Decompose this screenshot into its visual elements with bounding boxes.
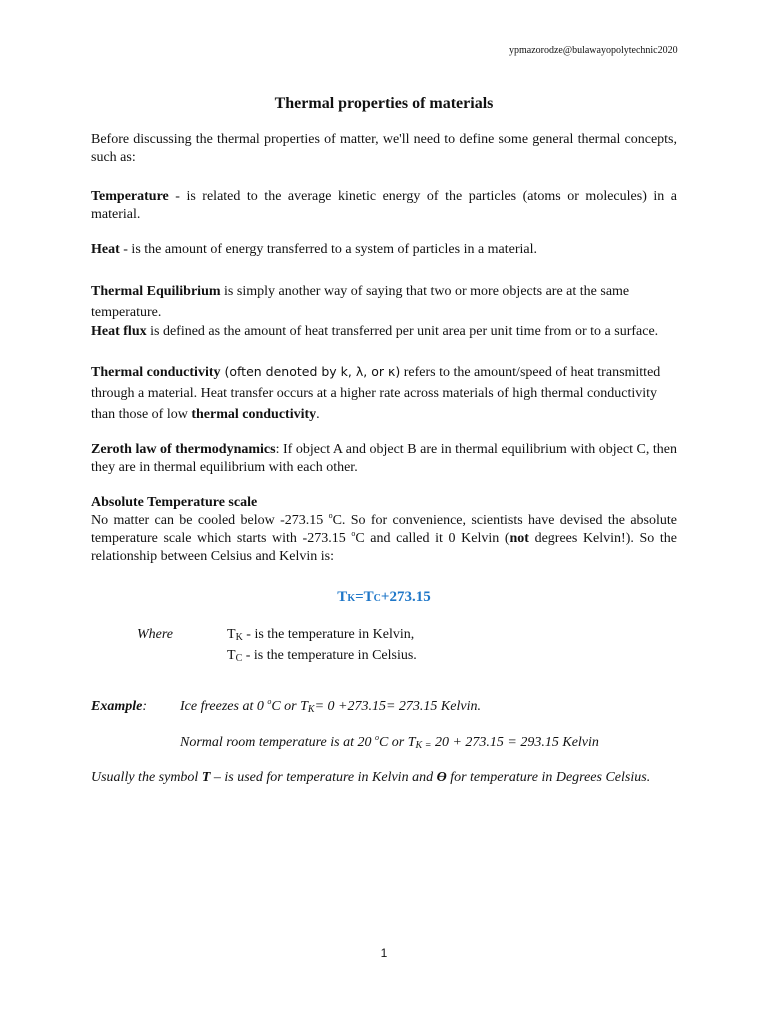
where-line-celsius: $T_C$ - is the temperature in Celsius. bbox=[227, 648, 417, 664]
term-flux: Heat flux bbox=[91, 324, 147, 339]
absolute-paragraph bbox=[91, 512, 677, 566]
term-conductivity-2: thermal conductivity bbox=[191, 407, 317, 422]
symbol-theta: Ɵ bbox=[436, 770, 447, 785]
page-number: 1 bbox=[380, 946, 388, 960]
absolute-text-4: degrees Kelvin!). So the relationship between Celsius and Kelvin is: bbox=[91, 531, 677, 564]
term-equilibrium: Thermal Equilibrium bbox=[91, 284, 221, 299]
degree-symbol: o bbox=[328, 511, 333, 520]
absolute-heading: Absolute Temperature scale bbox=[91, 495, 258, 510]
symbol-note: Usually the symbol T – is used for temperature in Kelvin and Ɵ for temperature in Degrees Celsius. bbox=[91, 770, 651, 785]
conductivity-definition bbox=[91, 361, 677, 425]
zeroth-text: : If object A and object B are in thermal equilibrium with object C, then they are in thermal equilibrium with each other. bbox=[91, 442, 677, 475]
where-label: Where bbox=[137, 627, 174, 642]
page-title: Thermal properties of materials bbox=[274, 95, 494, 112]
where-line-kelvin: $T_K$ - is the temperature in Kelvin, bbox=[227, 627, 415, 643]
header-email: ypmazorodze@bulawayopolytechnic2020 bbox=[509, 45, 678, 56]
flux-text: is defined as the amount of heat transferred per unit area per unit time from or to a surface. bbox=[146, 324, 659, 339]
kelvin-formula: TK=TC+273.15 bbox=[337, 589, 431, 605]
absolute-text-1: No matter can be cooled below -273.15 bbox=[91, 513, 329, 528]
where-definitions bbox=[227, 626, 417, 668]
heat-text: - is the amount of energy transferred to a system of particles in a material. bbox=[119, 242, 538, 257]
temperature-text: - is related to the average kinetic energy of the particles (atoms or molecules) in a material. bbox=[91, 189, 677, 222]
equilibrium-definition bbox=[91, 281, 677, 323]
degree-symbol: o bbox=[351, 529, 356, 538]
temperature-definition bbox=[91, 188, 677, 224]
zeroth-law bbox=[91, 441, 677, 477]
conductivity-end: . bbox=[316, 407, 320, 422]
symbol-T: T bbox=[201, 770, 211, 785]
example-line-ice: Ice freezes at 0 $^o$C or $T_K= 0 +273.15= 273.15$ Kelvin. bbox=[180, 697, 481, 715]
absolute-text-2: C. So for convenience, scientists have devised the absolute temperature scale which starts with -273.15 bbox=[91, 513, 677, 546]
term-conductivity: Thermal conductivity bbox=[91, 365, 221, 380]
term-heat: Heat bbox=[91, 242, 120, 257]
intro-paragraph: Before discussing the thermal properties of matter, we'll need to define some general thermal concepts, such as: bbox=[91, 132, 677, 165]
heat-definition bbox=[91, 241, 677, 259]
emphasis-not: not bbox=[509, 531, 529, 546]
flux-definition bbox=[91, 321, 677, 342]
example-label: Example: bbox=[91, 699, 148, 714]
term-temperature: Temperature bbox=[91, 189, 169, 204]
term-zeroth: Zeroth law of thermodynamics bbox=[91, 442, 276, 457]
conductivity-notation: (often denoted by k, λ, or κ) bbox=[220, 364, 401, 379]
conductivity-text: refers to the amount/speed of heat transmitted through a material. Heat transfer occurs at a higher rate across materials of high thermal conductivity than those of low bbox=[91, 365, 661, 422]
example-line-room: Normal room temperature is at 20 $^o$C or $T_{K =}$ 20 + 273.15 = 293.15 Kelvin bbox=[180, 733, 599, 751]
equilibrium-text: is simply another way of saying that two or more objects are at the same temperature. bbox=[91, 284, 630, 320]
absolute-text-3: C and called it 0 Kelvin ( bbox=[355, 531, 510, 546]
